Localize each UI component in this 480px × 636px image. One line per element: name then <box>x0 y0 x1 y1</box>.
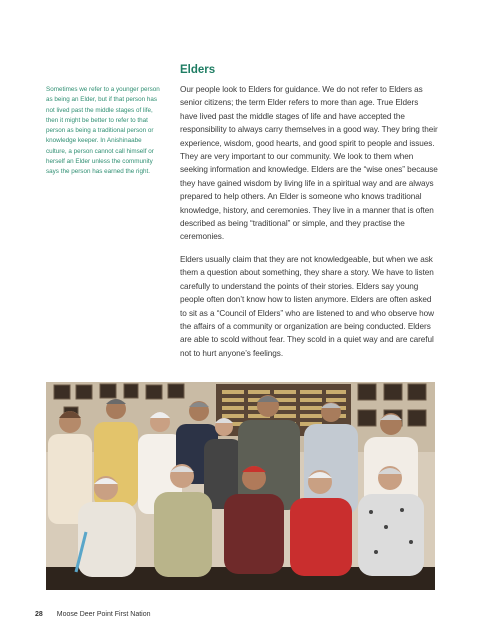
elders-group-photo <box>46 382 435 590</box>
paragraph-2: Elders usually claim that they are not knowledgeable, but when we ask them a question about something, they share a story. We have to listen carefully to understand the points of their stories. Elders say young people often don’t know how to listen anymore. Elders are often asked to sit as a “Council of Elders” who are listened to and who observe how the affairs of a community or organization are being conducted. Elders are able to scold without fear. They scold in a quiet way and are careful not to hurt anyone’s feelings. <box>180 254 435 358</box>
paragraph-1: Our people look to Elders for guidance. We do not refer to Elders as senior citizens; the term Elder refers to more than age. True Elders have lived past the middle stages of life and have accepted the responsibility to always carry themselves in a good way. They bring their experience, wisdom, good hearts, and good spirit to people and issues. They are very important to our community. We look to them when seeking information and knowledge. Elders are the “wise ones” because they have gained wisdom by living life in a spiritual way and are always prepared to help others. An Elder is someone who knows traditional knowledge, history, and ceremonies. They live in a manner that is often described as being “traditional” or simple, and they practise the ceremonies. <box>180 85 438 242</box>
page-number: 28 <box>35 611 43 618</box>
section-heading: Elders <box>180 64 216 76</box>
main-content <box>180 63 438 369</box>
page-footer <box>35 611 151 618</box>
sidebar-note: Sometimes we refer to a younger person as being an Elder, but if that person has not lived past the middle stages of life, then it might be better to refer to that person as being a traditional person or knowledge keeper. In Anishinaabe culture, a person cannot call himself or herself an Elder unless the community says the person has earned the right. <box>46 86 160 176</box>
group-photo-illustration <box>46 382 435 590</box>
publication-title: Moose Deer Point First Nation <box>56 611 151 618</box>
